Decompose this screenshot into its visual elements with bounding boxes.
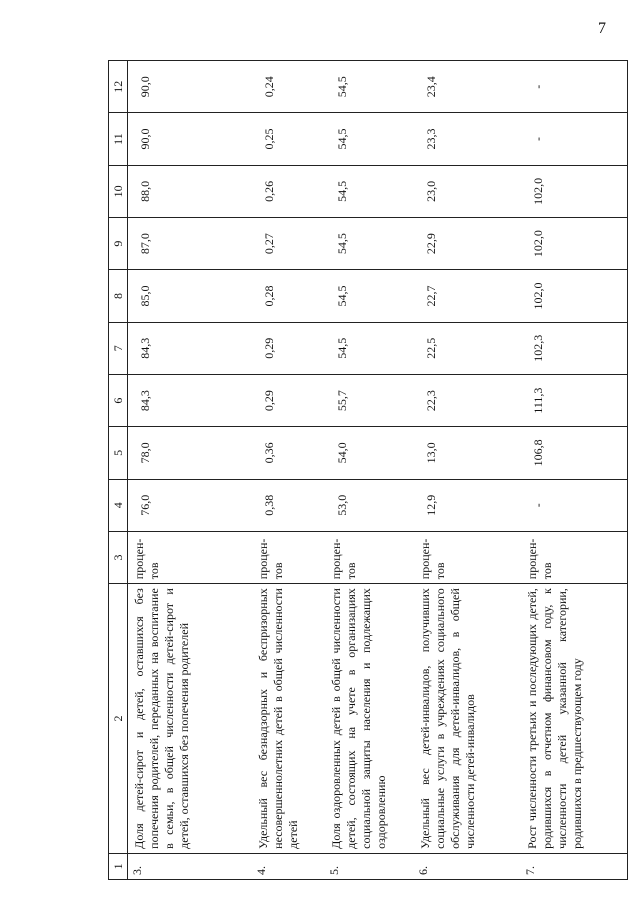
header-cell: 7 [109,322,128,374]
value-cell: 102,0 [521,165,628,217]
value-cell: 12,9 [414,479,521,531]
unit: процен-тов [252,531,325,583]
header-cell: 3 [109,531,128,583]
value-cell: 102,0 [521,270,628,322]
table-row [325,61,414,880]
value-cell: 76,0 [128,479,252,531]
value-cell: 0,28 [252,270,325,322]
value-cell: 0,27 [252,218,325,270]
value-cell: 0,38 [252,479,325,531]
indicators-table [108,60,628,880]
header-cell: 4 [109,479,128,531]
value-cell: 0,26 [252,165,325,217]
value-cell: 87,0 [128,218,252,270]
page-number: 7 [598,20,606,37]
row-number: 5. [325,853,414,879]
value-cell: 0,25 [252,113,325,165]
header-cell: 9 [109,218,128,270]
value-cell: 54,5 [325,322,414,374]
value-cell: 90,0 [128,113,252,165]
row-number: 6. [414,853,521,879]
unit: процен-тов [128,531,252,583]
value-cell: 102,3 [521,322,628,374]
value-cell: 54,5 [325,218,414,270]
value-cell: 0,29 [252,374,325,426]
value-cell: 0,24 [252,61,325,113]
value-cell: 54,5 [325,61,414,113]
indicator-name: Удельный вес безнадзорных и беспризорных несовершеннолетних детей в общей численности детей [252,584,325,854]
table-wrap [108,60,628,880]
indicator-name: Доля детей-сирот и детей, оставшихся без попечения родителей, переданных на воспитание в семьи, в общей численности детей-сирот и детей, оставшихся без попечения родителей [128,584,252,854]
header-cell: 5 [109,427,128,479]
header-cell: 6 [109,374,128,426]
header-cell: 8 [109,270,128,322]
value-cell: 0,29 [252,322,325,374]
value-cell: 54,5 [325,113,414,165]
value-cell: 84,3 [128,322,252,374]
value-cell: 88,0 [128,165,252,217]
value-cell: 54,5 [325,165,414,217]
value-cell: 53,0 [325,479,414,531]
value-cell: 102,0 [521,218,628,270]
value-cell: 106,8 [521,427,628,479]
value-cell: 54,0 [325,427,414,479]
value-cell: 55,7 [325,374,414,426]
value-cell: - [521,479,628,531]
table-row [128,61,252,880]
unit: процен-тов [325,531,414,583]
header-row [109,61,128,880]
value-cell: 22,3 [414,374,521,426]
header-cell: 1 [109,853,128,879]
value-cell: 90,0 [128,61,252,113]
unit: процен-тов [521,531,628,583]
value-cell: 23,3 [414,113,521,165]
value-cell: 22,5 [414,322,521,374]
table-row [414,61,521,880]
value-cell: 0,36 [252,427,325,479]
value-cell: - [521,61,628,113]
header-cell: 11 [109,113,128,165]
row-number: 3. [128,853,252,879]
value-cell: 13,0 [414,427,521,479]
value-cell: 23,0 [414,165,521,217]
header-cell: 2 [109,584,128,854]
row-number: 4. [252,853,325,879]
value-cell: 78,0 [128,427,252,479]
header-cell: 12 [109,61,128,113]
value-cell: - [521,113,628,165]
row-number: 7. [521,853,628,879]
value-cell: 22,7 [414,270,521,322]
value-cell: 22,9 [414,218,521,270]
table-row [521,61,628,880]
value-cell: 23,4 [414,61,521,113]
value-cell: 54,5 [325,270,414,322]
indicator-name: Рост численности третьих и последующих детей, родившихся в отчетном финансовом году, к численности детей указанной категории, родившихся в предшествующем году [521,584,628,854]
value-cell: 111,3 [521,374,628,426]
value-cell: 85,0 [128,270,252,322]
indicator-name: Удельный вес детей-инвалидов, получивших социальные услуги в учреждениях социального обслуживания для детей-инвалидов, в общей численности детей-инвалидов [414,584,521,854]
header-cell: 10 [109,165,128,217]
value-cell: 84,3 [128,374,252,426]
rotated-table-area [108,60,628,880]
unit: процен-тов [414,531,521,583]
table-row [252,61,325,880]
indicator-name: Доля оздоровленных детей в общей численности детей, состоящих на учете в организациях социальной защиты населения и подлежащих оздоровлению [325,584,414,854]
